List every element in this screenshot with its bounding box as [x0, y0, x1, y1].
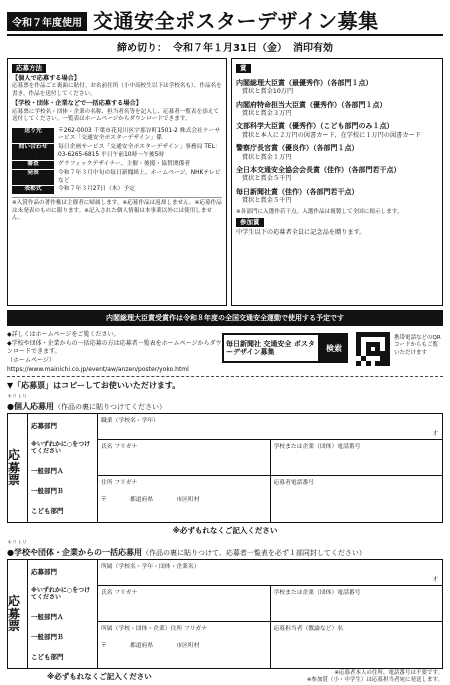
prize-column: [231, 58, 443, 306]
search-banner: 毎日新聞社 交通安全 ポスターデザイン募集: [222, 333, 320, 363]
circle-note: ※いずれかに○をつけてください: [31, 440, 91, 456]
form-left: [8, 414, 98, 522]
individual-form-title: [7, 401, 443, 412]
footnote: ※参加賞（小・中学生）は応募担当者宛に発送します。: [306, 677, 443, 684]
prize-title: 全日本交通安全協会会長賞（佳作）（各部門若干点）: [236, 165, 401, 174]
info-key: 発表: [12, 170, 54, 186]
name-row: [98, 586, 442, 622]
address-hint: 〒 都道府県 市区町村: [101, 497, 200, 503]
info-rows: [12, 128, 222, 195]
school-phone-field[interactable]: 学校または企業（団体）電話番号: [270, 586, 443, 621]
field-label: 所属（学校・団体・企業）住所 フリガナ: [101, 626, 207, 632]
age-label: 才: [432, 577, 438, 583]
info-columns: [7, 58, 443, 306]
deadline-date: 令和７年１月31日（金）: [173, 43, 287, 54]
year-badge: 令和７年度使用: [7, 12, 87, 31]
form-title-sub: （作品の裏に貼りつけて、応募者一覧表を必ず１部同封してください）: [141, 549, 366, 557]
prize-body: 賞状と賞金３万円: [242, 110, 292, 117]
required-note: ※必ずもれなくご記入ください: [172, 526, 278, 535]
form-vertical-label: 応募票: [8, 560, 28, 668]
prize-title: 毎日新聞社賞（佳作）（各部門若干点）: [236, 187, 359, 196]
form-vertical-label: 応募票: [8, 414, 28, 522]
group-form-title: [7, 547, 443, 558]
prize-body: 賞状と賞金10万円: [242, 88, 294, 96]
search-button[interactable]: 検索: [320, 333, 348, 363]
notice-bar: 内閣総理大臣賞受賞作は令和８年度の全国交通安全運動で使用する予定です: [7, 310, 443, 326]
qr-note: 携帯電話などのQRコードからもご覧いただけます: [394, 335, 441, 356]
form-title-text: ●学校や団体・企業からの一括応募用: [7, 548, 142, 557]
name-field[interactable]: 氏名 フリガナ: [101, 444, 138, 450]
address-hint: 〒 都道府県 市区町村: [101, 643, 200, 649]
applicant-phone-field[interactable]: 応募者電話番号: [270, 476, 443, 522]
field-label: 職業（学校名・学年）: [101, 418, 159, 424]
cut-line-label: キリトリ: [7, 394, 28, 400]
circle-note: ※いずれかに○をつけてください: [31, 586, 91, 602]
cut-line-label: キリトリ: [7, 540, 28, 546]
address-row: [98, 622, 442, 668]
prize-title: 警察庁長官賞（優良作）（各部門１点）: [236, 144, 359, 153]
info-value: グラフィックデザイナー、主催・後援・協賛関係者: [58, 160, 191, 167]
category-option[interactable]: こども部門: [31, 652, 64, 661]
category-option[interactable]: 一般部門Ａ: [31, 467, 64, 476]
address-field[interactable]: [98, 622, 270, 668]
info-row: [12, 186, 222, 194]
info-key: 表彰式: [12, 186, 54, 194]
address-row: [98, 476, 442, 522]
page-title: 交通安全ポスターデザイン募集: [93, 9, 379, 33]
prize-title: 内閣府特命担当大臣賞（優秀作）（各部門１点）: [236, 100, 387, 109]
prize-item: [236, 79, 438, 97]
prize-label: 賞: [236, 64, 251, 73]
category-option[interactable]: 一般部門Ａ: [31, 613, 64, 622]
group-heading: 【学校・団体・企業などで一括応募する場合】: [12, 100, 142, 108]
category-option[interactable]: 一般部門Ｂ: [31, 487, 64, 496]
category-list: [28, 560, 97, 668]
name-row: [98, 440, 442, 476]
form-fields: [98, 560, 442, 668]
info-value: 令和７年３月27日（木）予定: [58, 186, 135, 193]
category-list: [28, 414, 97, 522]
notes: ※入賞作品の著作権は主催者に帰属します。※応募作品は返却しません。※応募作品は未発表のものに限ります。※記入された個人情報は本事業以外には使用しません。: [12, 197, 222, 223]
category-option[interactable]: 一般部門Ｂ: [31, 633, 64, 642]
method-column: [7, 58, 227, 306]
group-text: 応募票に学校名・団体・企業の名称、担当者名等を記入し、応募者一覧表を添えて送付してください。一覧表はホームページからダウンロードできます。: [12, 108, 219, 123]
field-label: 所属（学校名・学年・団体・企業名）: [101, 564, 200, 570]
info-value: 毎日企画サービス「交通安全ポスターデザイン」事務局 TEL：03-6265-6815 平日午前10時～午後5時: [58, 144, 221, 159]
header: [7, 6, 443, 36]
category-heading: 応募部門: [31, 568, 57, 577]
info-value: 〒262-0003 千葉市花見川区宇那谷町1501-2 株式会社ケーサービス「交通安全ポスターデザイン」係: [58, 127, 221, 142]
web-line: ◆詳しくはホームページをご覧ください。: [7, 331, 120, 338]
info-row: [12, 128, 222, 144]
prize-item: [236, 188, 438, 206]
info-key: 問い合わせ: [12, 144, 54, 160]
info-row: [12, 144, 222, 160]
category-heading: 応募部門: [31, 422, 57, 431]
prize-body: 賞状と賞金５千円: [242, 197, 292, 205]
footnote: ※応募者本人の住所、電話番号は不要です。: [334, 670, 443, 676]
gift-text: 中学生以下の応募者全員に記念品を贈ります。: [236, 228, 366, 236]
info-key: 送り先: [12, 128, 54, 144]
qr-code-icon: [356, 332, 390, 366]
deadline-label: 締め切り：: [117, 43, 168, 54]
school-phone-field[interactable]: 学校または企業（団体）電話番号: [270, 440, 443, 475]
form-fields: [98, 414, 442, 522]
deadline-note: 消印有効: [292, 43, 333, 54]
web-info: [7, 329, 443, 377]
teacher-name-field[interactable]: 応募担当者（教諭など）名: [270, 622, 443, 668]
deadline: [7, 39, 443, 54]
web-line: ◆学校や団体・企業からの一括応募の方は応募者一覧表をホームページからダウンロードできます。: [7, 339, 222, 356]
form-left: [8, 560, 98, 668]
form-title-text: ●個人応募用: [7, 402, 54, 411]
form-title-sub: （作品の裏に貼りつけてください）: [53, 403, 166, 411]
affiliation-field[interactable]: [98, 560, 442, 586]
method-label: 応募方法: [12, 64, 46, 73]
prize-body: 賞状と賞金５千円: [242, 175, 292, 183]
info-row: [12, 161, 222, 169]
individual-text: 応募票を作品ごと裏面に貼付、お名前住所（小中高校生以下は学校名も）、作品名を書き、作品を送付してください。: [12, 83, 222, 97]
field-label: 住所 フリガナ: [101, 480, 138, 486]
name-field[interactable]: 氏名 フリガナ: [101, 590, 138, 596]
category-option[interactable]: こども部門: [31, 506, 64, 515]
prize-note: ※各部門に入選作若干点。入選作品は複製して全国に掲示します。: [236, 208, 403, 215]
prize-item: [236, 101, 438, 119]
info-row: [12, 170, 222, 186]
prize-item: [236, 166, 438, 184]
individual-form: [7, 413, 443, 523]
group-form: [7, 559, 443, 669]
homepage-link[interactable]: （ホームページ）https://www.mainichi.co.jp/event/aw/anzen/poster/yoko.html: [7, 357, 189, 373]
occupation-field[interactable]: [98, 414, 442, 440]
gift-label: 参加賞: [236, 218, 264, 227]
prize-title: 内閣総理大臣賞（最優秀作）（各部門１点）: [236, 78, 373, 87]
prize-item: [236, 122, 438, 140]
web-text: [7, 329, 222, 376]
info-value: 令和７年３月中旬の毎日新聞紙上、ホームページ、NHKテレビなど: [58, 169, 221, 184]
prize-body: 賞状と本人に２万円の図書カード、在学校に１万円の図書カード: [242, 131, 421, 139]
age-label: 才: [432, 431, 438, 437]
prize-body: 賞状と賞金１万円: [242, 153, 292, 161]
prize-item: [236, 144, 438, 162]
info-key: 審査: [12, 161, 54, 169]
individual-heading: 【個人で応募する場合】: [12, 74, 81, 82]
copy-note: ▼「応募票」はコピーしてお使いいただけます。: [7, 381, 181, 390]
address-field[interactable]: [98, 476, 270, 522]
prize-title: 文部科学大臣賞（優秀作）（こども部門のみ１点）: [236, 122, 394, 131]
required-note: ※必ずもれなくご記入ください: [47, 671, 152, 681]
